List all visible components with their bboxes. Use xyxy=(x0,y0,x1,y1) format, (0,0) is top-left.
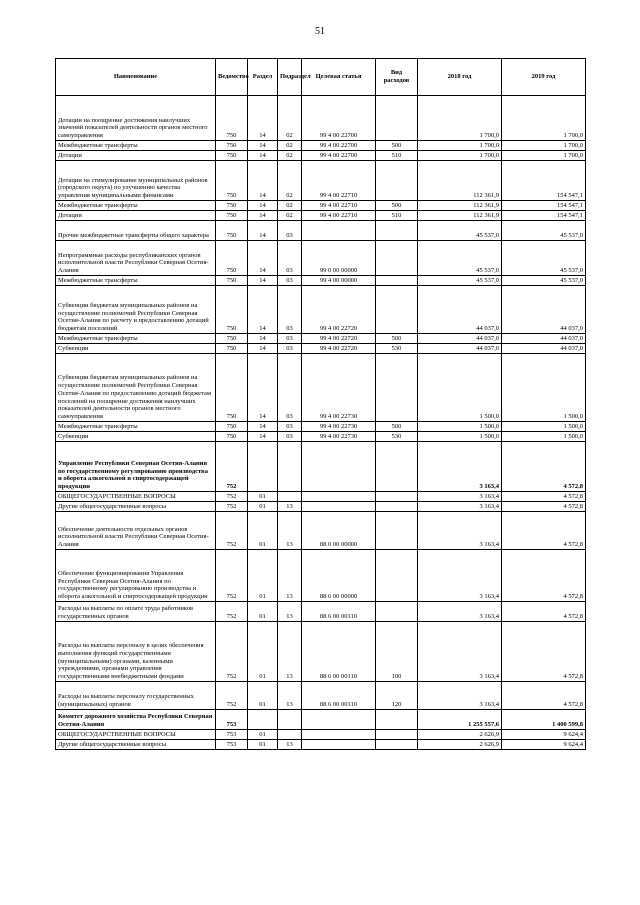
row-value-2018: 1 700,0 xyxy=(418,96,502,141)
row-value-2019: 1 500,0 xyxy=(502,422,586,432)
row-subsection: 03 xyxy=(278,354,302,422)
row-name: Дотации на поощрение достижения наилучших значений показателей деятельности органов местного самоуправления xyxy=(56,96,216,141)
header-year-2019: 2019 год xyxy=(502,59,586,96)
row-value-2019: 1 700,0 xyxy=(502,151,586,161)
row-subsection: 13 xyxy=(278,740,302,750)
row-value-2019: 1 700,0 xyxy=(502,96,586,141)
row-expense-type xyxy=(376,710,418,730)
row-name: ОБЩЕГОСУДАРСТВЕННЫЕ ВОПРОСЫ xyxy=(56,730,216,740)
row-department: 750 xyxy=(216,334,248,344)
row-department: 750 xyxy=(216,161,248,201)
row-department: 752 xyxy=(216,512,248,550)
row-name: Дотации на стимулирование муниципальных районов (городского округа) по улучшению качества управления муниципальными финансами xyxy=(56,161,216,201)
row-value-2018: 3 163,4 xyxy=(418,682,502,710)
row-section: 14 xyxy=(248,354,278,422)
row-department: 750 xyxy=(216,141,248,151)
row-section: 01 xyxy=(248,622,278,682)
row-target-article: 88 6 00 00000 xyxy=(302,550,376,602)
row-value-2019: 1 400 599,8 xyxy=(502,710,586,730)
row-section: 14 xyxy=(248,334,278,344)
row-value-2019: 44 037,0 xyxy=(502,344,586,354)
row-value-2018: 1 500,0 xyxy=(418,354,502,422)
row-section: 14 xyxy=(248,422,278,432)
row-target-article xyxy=(302,492,376,502)
row-subsection: 03 xyxy=(278,432,302,442)
row-subsection: 13 xyxy=(278,502,302,512)
row-target-article: 99 4 00 22710 xyxy=(302,161,376,201)
row-department: 750 xyxy=(216,221,248,241)
table-row xyxy=(56,682,586,710)
row-value-2019: 4 572,8 xyxy=(502,622,586,682)
row-value-2019: 1 700,0 xyxy=(502,141,586,151)
row-expense-type xyxy=(376,276,418,286)
row-target-article: 99 4 00 22720 xyxy=(302,344,376,354)
row-expense-type xyxy=(376,161,418,201)
row-target-article xyxy=(302,730,376,740)
row-subsection: 03 xyxy=(278,344,302,354)
row-section: 01 xyxy=(248,512,278,550)
row-value-2018: 44 037,0 xyxy=(418,344,502,354)
row-target-article: 88 6 00 00110 xyxy=(302,622,376,682)
row-section: 14 xyxy=(248,221,278,241)
row-value-2019: 44 037,0 xyxy=(502,334,586,344)
table-row xyxy=(56,710,586,730)
row-expense-type xyxy=(376,442,418,492)
row-value-2018: 3 163,4 xyxy=(418,550,502,602)
row-value-2018: 45 537,0 xyxy=(418,276,502,286)
row-name: Субвенции бюджетам муниципальных районов на осуществление полномочий Республики Северная Осетия-Алания по расчету и предоставлению дотаций бюджетам поселений xyxy=(56,286,216,334)
row-value-2018: 3 163,4 xyxy=(418,442,502,492)
row-value-2018: 1 255 557,6 xyxy=(418,710,502,730)
row-expense-type: 120 xyxy=(376,682,418,710)
row-expense-type xyxy=(376,512,418,550)
row-value-2019: 4 572,8 xyxy=(502,602,586,622)
row-expense-type: 100 xyxy=(376,622,418,682)
row-subsection xyxy=(278,442,302,492)
table-row xyxy=(56,221,586,241)
row-target-article: 99 4 00 22720 xyxy=(302,286,376,334)
header-year-2018: 2018 год xyxy=(418,59,502,96)
row-department: 753 xyxy=(216,740,248,750)
row-subsection: 03 xyxy=(278,422,302,432)
row-target-article: 99 4 00 00000 xyxy=(302,276,376,286)
row-value-2018: 2 626,9 xyxy=(418,740,502,750)
row-value-2019: 9 624,4 xyxy=(502,740,586,750)
row-value-2018: 3 163,4 xyxy=(418,512,502,550)
table-row xyxy=(56,512,586,550)
row-subsection: 02 xyxy=(278,151,302,161)
header-section: Раздел xyxy=(248,59,278,96)
header-department: Ведомство xyxy=(216,59,248,96)
row-value-2018: 44 037,0 xyxy=(418,334,502,344)
row-department: 750 xyxy=(216,422,248,432)
table-row xyxy=(56,211,586,221)
row-value-2019: 1 500,0 xyxy=(502,432,586,442)
row-target-article: 99 4 00 22700 xyxy=(302,151,376,161)
row-value-2019: 4 572,8 xyxy=(502,442,586,492)
row-subsection: 13 xyxy=(278,682,302,710)
row-name: Субвенции бюджетам муниципальных районов на осуществление полномочий Республики Северная Осетия-Алания по предоставлению дотаций бюджетам поселений на поощрение достижения наилучших показателей деятельности органов местного самоуправления xyxy=(56,354,216,422)
row-target-article xyxy=(302,502,376,512)
row-section: 14 xyxy=(248,241,278,276)
row-name: Комитет дорожного хозяйства Республики Северная Осетия-Алания xyxy=(56,710,216,730)
row-target-article xyxy=(302,710,376,730)
table-row xyxy=(56,241,586,276)
row-department: 750 xyxy=(216,344,248,354)
table-row xyxy=(56,286,586,334)
row-value-2018: 3 163,4 xyxy=(418,602,502,622)
row-subsection: 03 xyxy=(278,334,302,344)
row-expense-type xyxy=(376,730,418,740)
row-name: Прочие межбюджетные трансферты общего характера xyxy=(56,221,216,241)
row-department: 750 xyxy=(216,96,248,141)
table-row xyxy=(56,141,586,151)
row-value-2018: 1 700,0 xyxy=(418,151,502,161)
row-value-2018: 1 500,0 xyxy=(418,422,502,432)
row-value-2018: 1 700,0 xyxy=(418,141,502,151)
row-expense-type: 510 xyxy=(376,211,418,221)
row-department: 750 xyxy=(216,241,248,276)
table-row xyxy=(56,502,586,512)
row-subsection: 03 xyxy=(278,286,302,334)
row-section: 01 xyxy=(248,550,278,602)
row-value-2019: 4 572,8 xyxy=(502,502,586,512)
row-expense-type xyxy=(376,492,418,502)
row-subsection: 03 xyxy=(278,221,302,241)
row-target-article: 99 4 00 22730 xyxy=(302,422,376,432)
table-row xyxy=(56,344,586,354)
row-value-2018: 2 626,9 xyxy=(418,730,502,740)
row-value-2019: 4 572,8 xyxy=(502,492,586,502)
table-header-row xyxy=(56,59,586,96)
row-expense-type: 500 xyxy=(376,422,418,432)
row-section: 01 xyxy=(248,682,278,710)
row-subsection xyxy=(278,730,302,740)
row-value-2018: 3 163,4 xyxy=(418,622,502,682)
header-subsection: Подраздел xyxy=(278,59,302,96)
row-department: 752 xyxy=(216,442,248,492)
table-row xyxy=(56,201,586,211)
row-value-2019: 4 572,8 xyxy=(502,512,586,550)
row-department: 752 xyxy=(216,502,248,512)
table-row xyxy=(56,622,586,682)
row-name: Межбюджетные трансферты xyxy=(56,141,216,151)
row-value-2018: 112 361,9 xyxy=(418,201,502,211)
table-row xyxy=(56,422,586,432)
row-department: 753 xyxy=(216,710,248,730)
row-section: 01 xyxy=(248,730,278,740)
row-name: Дотации xyxy=(56,151,216,161)
row-subsection: 13 xyxy=(278,602,302,622)
table-row xyxy=(56,442,586,492)
row-expense-type: 500 xyxy=(376,334,418,344)
row-expense-type xyxy=(376,740,418,750)
row-subsection: 03 xyxy=(278,276,302,286)
row-section xyxy=(248,710,278,730)
table-row xyxy=(56,550,586,602)
row-expense-type xyxy=(376,241,418,276)
row-subsection: 02 xyxy=(278,96,302,141)
row-subsection: 13 xyxy=(278,550,302,602)
row-name: Межбюджетные трансферты xyxy=(56,334,216,344)
row-department: 750 xyxy=(216,276,248,286)
row-name: Управление Республики Северная Осетия-Алания по государственному регулированию производства и оборота алкогольной и спиртосодержащей продукции xyxy=(56,442,216,492)
row-target-article: 99 4 00 22710 xyxy=(302,211,376,221)
row-expense-type xyxy=(376,502,418,512)
row-section: 14 xyxy=(248,276,278,286)
row-department: 750 xyxy=(216,286,248,334)
row-name: Расходы на выплаты персоналу государственных (муниципальных) органов xyxy=(56,682,216,710)
row-department: 752 xyxy=(216,602,248,622)
budget-table xyxy=(55,58,586,750)
row-value-2019: 9 624,4 xyxy=(502,730,586,740)
row-subsection: 02 xyxy=(278,161,302,201)
row-target-article: 99 4 00 22710 xyxy=(302,201,376,211)
row-name: Другие общегосударственные вопросы xyxy=(56,502,216,512)
row-department: 752 xyxy=(216,550,248,602)
row-value-2019: 4 572,8 xyxy=(502,682,586,710)
row-name: Другие общегосударственные вопросы xyxy=(56,740,216,750)
table-row xyxy=(56,151,586,161)
row-expense-type xyxy=(376,354,418,422)
row-section xyxy=(248,442,278,492)
row-value-2018: 3 163,4 xyxy=(418,492,502,502)
row-name: Расходы на выплаты персоналу в целях обеспечения выполнения функций государственными (муниципальными) органами, казенными учреждениями, органами управления государственными внебюджетными фондами xyxy=(56,622,216,682)
row-value-2018: 112 361,9 xyxy=(418,211,502,221)
row-section: 14 xyxy=(248,286,278,334)
row-subsection xyxy=(278,492,302,502)
row-section: 01 xyxy=(248,492,278,502)
table-row xyxy=(56,730,586,740)
row-target-article: 88 6 00 00110 xyxy=(302,682,376,710)
table-row xyxy=(56,96,586,141)
table-row xyxy=(56,432,586,442)
row-value-2019: 154 547,1 xyxy=(502,211,586,221)
row-name: Субвенции xyxy=(56,344,216,354)
header-name: Наименование xyxy=(56,59,216,96)
row-department: 752 xyxy=(216,682,248,710)
table-row xyxy=(56,334,586,344)
row-expense-type: 530 xyxy=(376,432,418,442)
table-row xyxy=(56,740,586,750)
row-expense-type: 500 xyxy=(376,201,418,211)
row-name: Межбюджетные трансферты xyxy=(56,201,216,211)
table-row xyxy=(56,354,586,422)
row-department: 752 xyxy=(216,622,248,682)
row-department: 750 xyxy=(216,354,248,422)
row-target-article xyxy=(302,442,376,492)
row-section: 14 xyxy=(248,96,278,141)
row-value-2019: 45 537,0 xyxy=(502,241,586,276)
row-value-2018: 45 537,0 xyxy=(418,241,502,276)
row-subsection: 02 xyxy=(278,141,302,151)
row-target-article xyxy=(302,740,376,750)
row-target-article: 99 4 00 22730 xyxy=(302,354,376,422)
row-expense-type xyxy=(376,286,418,334)
row-name: Межбюджетные трансферты xyxy=(56,422,216,432)
row-target-article: 99 0 00 00000 xyxy=(302,241,376,276)
row-section: 14 xyxy=(248,432,278,442)
row-department: 753 xyxy=(216,730,248,740)
table-row xyxy=(56,161,586,201)
row-expense-type xyxy=(376,602,418,622)
row-value-2019: 4 572,8 xyxy=(502,550,586,602)
row-value-2018: 112 361,9 xyxy=(418,161,502,201)
row-value-2019: 45 537,0 xyxy=(502,221,586,241)
table-row xyxy=(56,276,586,286)
row-name: Субвенции xyxy=(56,432,216,442)
row-subsection: 13 xyxy=(278,622,302,682)
row-expense-type xyxy=(376,221,418,241)
row-section: 14 xyxy=(248,211,278,221)
row-subsection: 02 xyxy=(278,201,302,211)
row-department: 750 xyxy=(216,201,248,211)
row-value-2019: 45 537,0 xyxy=(502,276,586,286)
row-expense-type xyxy=(376,96,418,141)
row-name: Непрограммные расходы республиканских органов исполнительной власти Республики Северная Осетия-Алания xyxy=(56,241,216,276)
row-department: 750 xyxy=(216,211,248,221)
row-section: 14 xyxy=(248,201,278,211)
row-section: 01 xyxy=(248,502,278,512)
row-expense-type: 500 xyxy=(376,141,418,151)
row-value-2019: 44 037,0 xyxy=(502,286,586,334)
row-target-article: 99 4 00 22700 xyxy=(302,141,376,151)
row-name: ОБЩЕГОСУДАРСТВЕННЫЕ ВОПРОСЫ xyxy=(56,492,216,502)
row-subsection xyxy=(278,710,302,730)
row-target-article: 88 0 00 00000 xyxy=(302,512,376,550)
row-section: 14 xyxy=(248,141,278,151)
row-value-2018: 3 163,4 xyxy=(418,502,502,512)
row-name: Межбюджетные трансферты xyxy=(56,276,216,286)
row-target-article: 88 6 00 00110 xyxy=(302,602,376,622)
row-value-2018: 44 037,0 xyxy=(418,286,502,334)
row-subsection: 03 xyxy=(278,241,302,276)
row-section: 01 xyxy=(248,740,278,750)
header-expense-type: Вид расходов xyxy=(376,59,418,96)
row-subsection: 02 xyxy=(278,211,302,221)
table-row xyxy=(56,602,586,622)
row-value-2019: 154 547,1 xyxy=(502,201,586,211)
row-expense-type xyxy=(376,550,418,602)
row-expense-type: 530 xyxy=(376,344,418,354)
row-name: Расходы на выплаты по оплате труда работников государственных органов xyxy=(56,602,216,622)
row-value-2018: 45 537,0 xyxy=(418,221,502,241)
row-expense-type: 510 xyxy=(376,151,418,161)
row-target-article xyxy=(302,221,376,241)
row-department: 750 xyxy=(216,151,248,161)
row-section: 14 xyxy=(248,151,278,161)
row-subsection: 13 xyxy=(278,512,302,550)
row-name: Обеспечение деятельности отдельных органов исполнительной власти Республики Северная Осетия-Алания xyxy=(56,512,216,550)
row-section: 14 xyxy=(248,344,278,354)
row-name: Обеспечение функционирования Управления Республики Северная Осетия-Алания по государственному регулированию производства и оборота алкогольной и спиртосодержащей продукции xyxy=(56,550,216,602)
row-target-article: 99 4 00 22700 xyxy=(302,96,376,141)
row-section: 01 xyxy=(248,602,278,622)
row-value-2019: 1 500,0 xyxy=(502,354,586,422)
page-number: 51 xyxy=(315,26,325,37)
row-target-article: 99 4 00 22730 xyxy=(302,432,376,442)
row-department: 750 xyxy=(216,432,248,442)
row-name: Дотации xyxy=(56,211,216,221)
header-target-article: Целевая статья xyxy=(302,59,376,96)
row-value-2019: 154 547,1 xyxy=(502,161,586,201)
row-target-article: 99 4 00 22720 xyxy=(302,334,376,344)
row-department: 752 xyxy=(216,492,248,502)
table-row xyxy=(56,492,586,502)
row-value-2018: 1 500,0 xyxy=(418,432,502,442)
row-section: 14 xyxy=(248,161,278,201)
